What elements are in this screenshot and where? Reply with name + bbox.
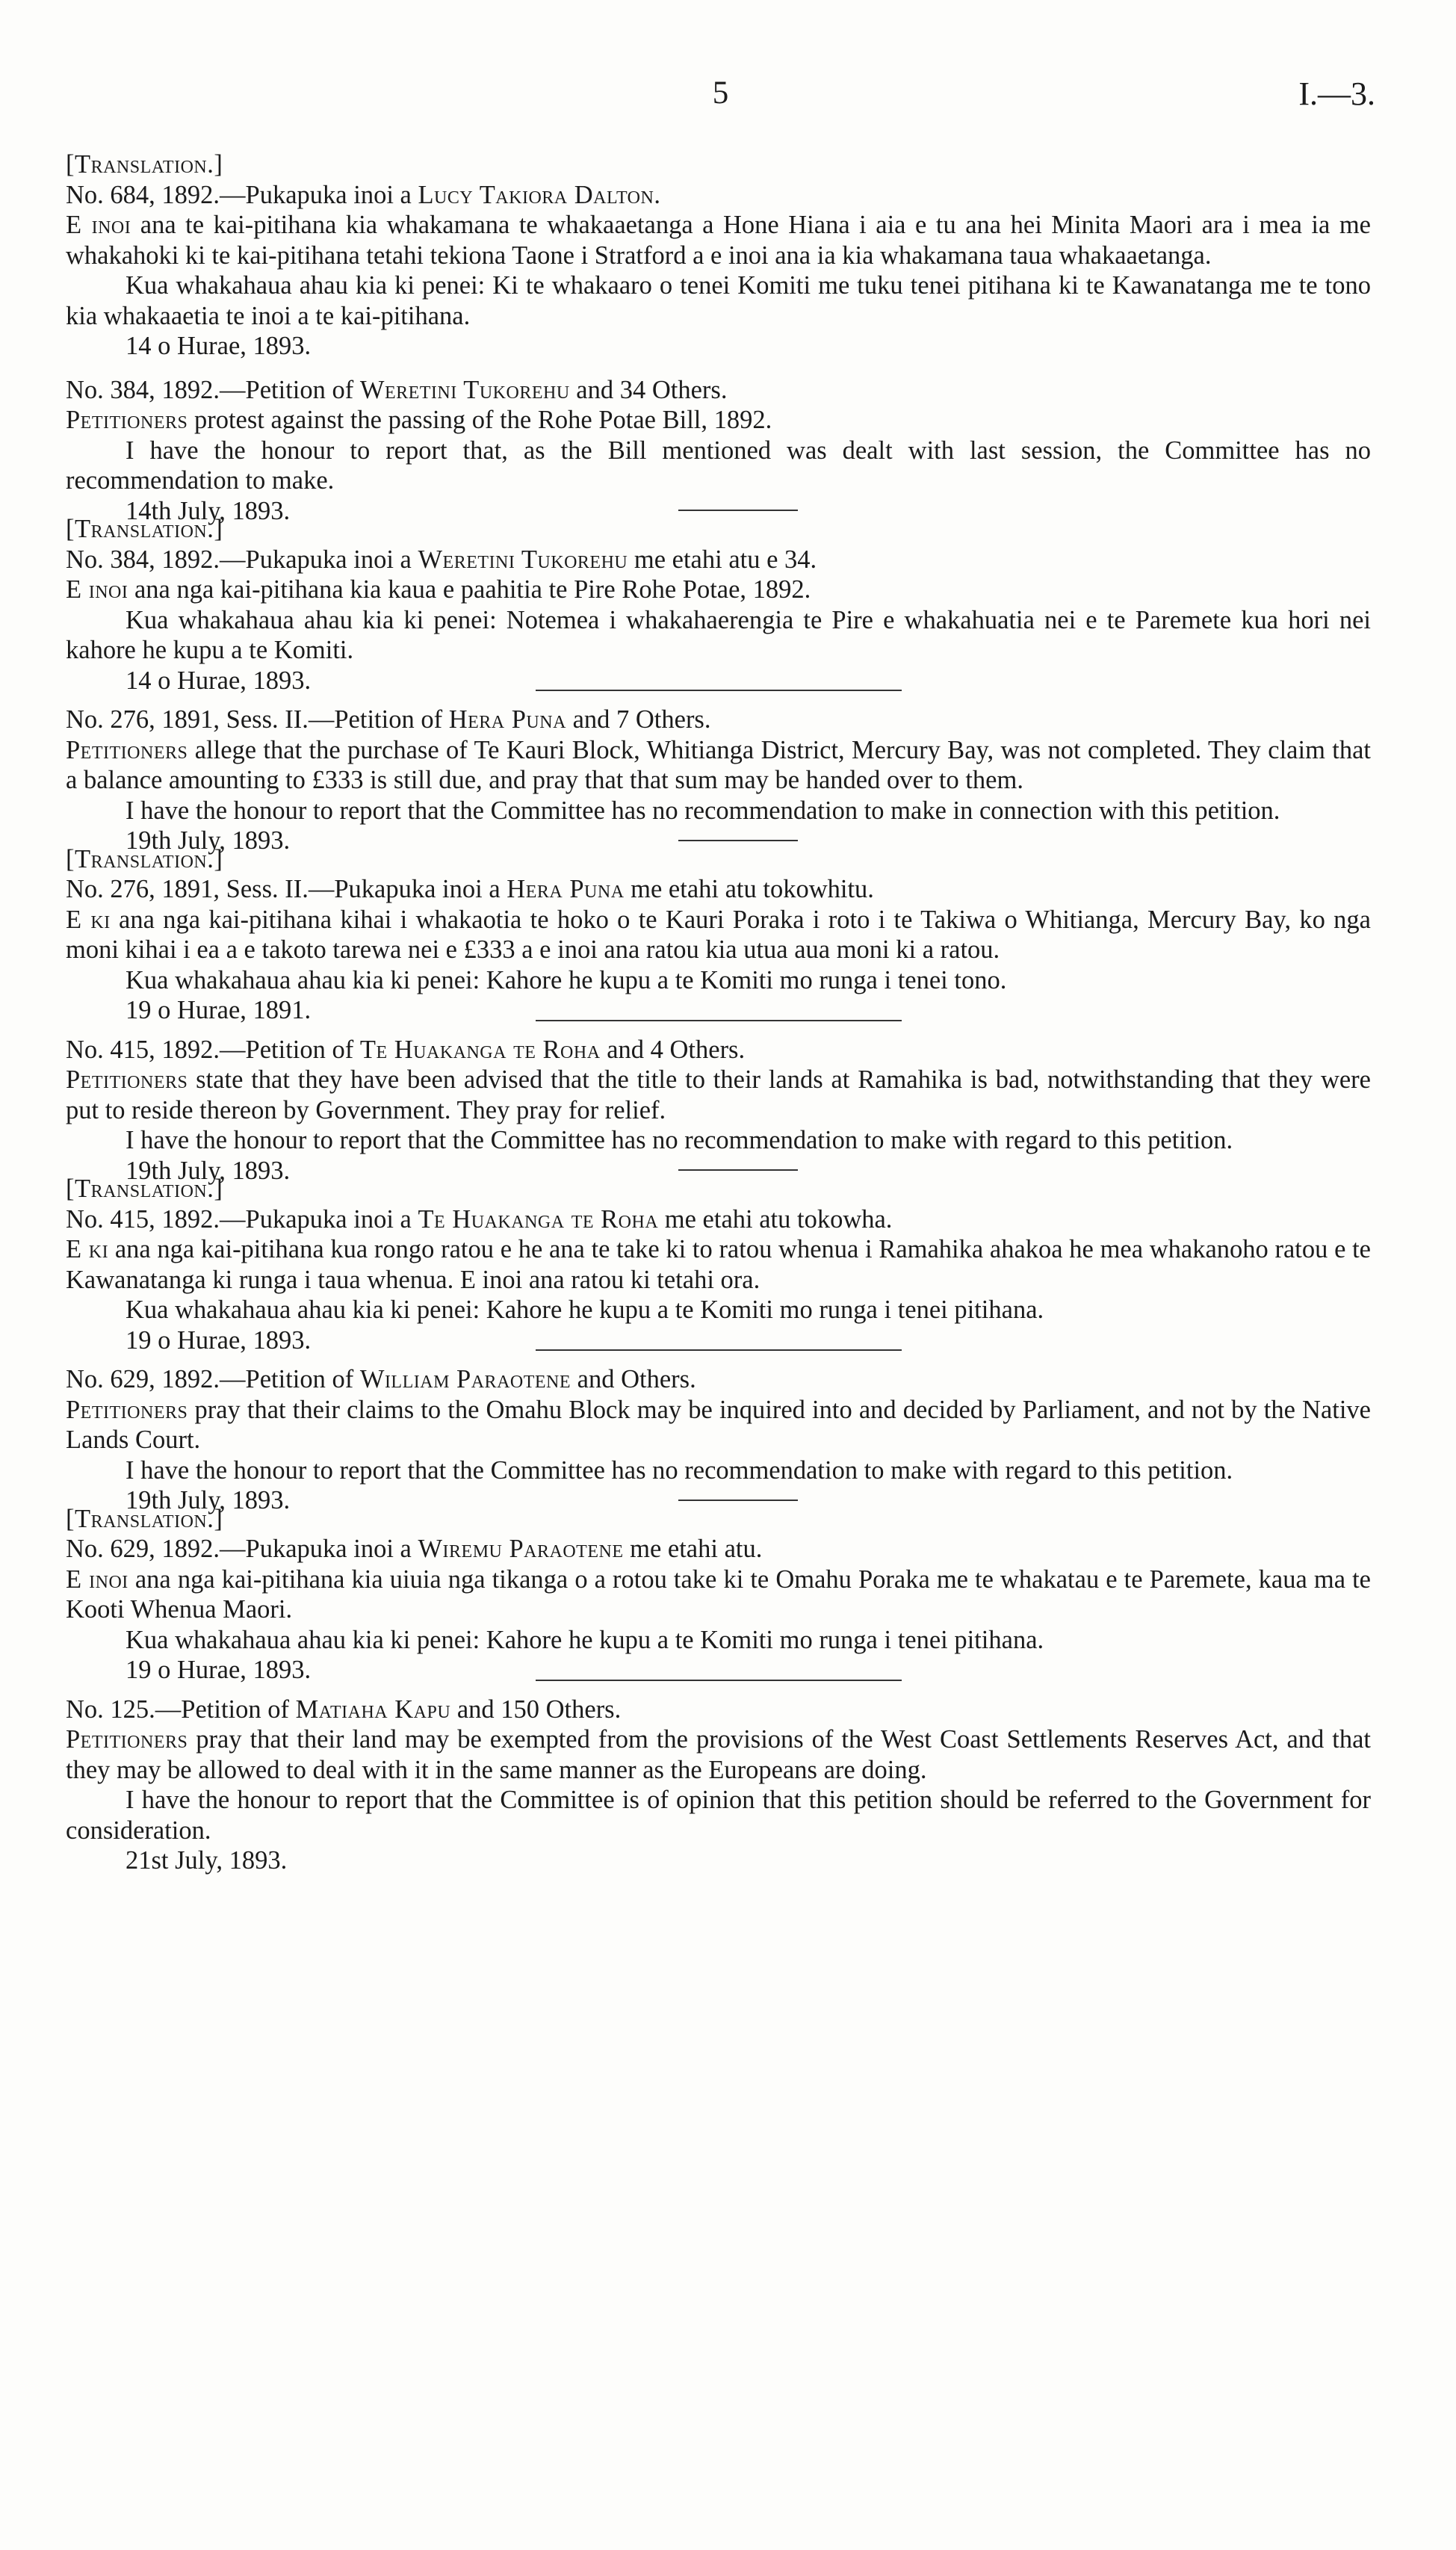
- petition-body: Petitioners protest against the passing of the Rohe Potae Bill, 1892.: [66, 406, 772, 434]
- petition-entry-629-translation: [66, 1504, 1371, 1686]
- short-rule: [678, 840, 798, 841]
- petition-body: E inoi ana nga kai-pitihana kia uiuia nga tikanga o a rotou take ki te Omahu Poraka me te whakatau e te Paremete, kaua ma te Kooti Whenua Maori.: [66, 1565, 1371, 1624]
- lead-word: Petitioners: [66, 1395, 188, 1424]
- petition-body: E ki ana nga kai-pitihana kihai i whakaotia te hoko o te Kauri Poraka i roto i te Takiwa o Whitianga, Mercury Bay, ko nga moni kihai i ea a e takoto tarewa nei e £333 a e inoi ana ratou kia utua aua moni ki a ratou.: [66, 905, 1371, 964]
- lead-word: Petitioners: [66, 735, 188, 764]
- report-date: 14 o Hurae, 1893.: [126, 666, 312, 695]
- petition-body: Petitioners pray that their claims to the Omahu Block may be inquired into and decided by Parliament, and not by the Native Lands Court.: [66, 1395, 1371, 1454]
- petition-title: No. 629, 1892.—Pukapuka inoi a Wiremu Paraotene me etahi atu.: [66, 1535, 763, 1563]
- translation-label: [Translation.]: [66, 1175, 223, 1203]
- committee-report: Kua whakahaua ahau kia ki penei: Kahore he kupu a te Komiti mo runga i tenei pitihana.: [126, 1625, 1044, 1654]
- document-body: [66, 149, 1371, 1876]
- petitioner-name: Lucy Takiora Dalton: [418, 180, 654, 209]
- translation-label: [Translation.]: [66, 1504, 223, 1533]
- petition-title: No. 629, 1892.—Petition of William Paraotene and Others.: [66, 1365, 696, 1393]
- petition-title: No. 384, 1892.—Pukapuka inoi a Weretini Tukorehu me etahi atu e 34.: [66, 545, 817, 574]
- petition-body: E inoi ana te kai-pitihana kia whakamana te whakaaetanga a Hone Hiana i aia e tu ana hei Minita Maori ara i mea ia me whakahoki ki te kai-pitihana tetahi tekiona Taone i Stratford a e inoi ana ia kia whakamana taua whakaaetanga.: [66, 211, 1371, 270]
- petition-body: Petitioners allege that the purchase of Te Kauri Block, Whitianga District, Mercury Bay, was not completed. They claim that a balance amounting to £333 is still due, and pray that that sum may be handed over to them.: [66, 735, 1371, 794]
- report-date: 19 o Hurae, 1891.: [126, 996, 312, 1024]
- petitioner-name: William Paraotene: [359, 1365, 571, 1393]
- committee-report: Kua whakahaua ahau kia ki penei: Kahore he kupu a te Komiti mo runga i tenei tono.: [126, 965, 1007, 994]
- petition-entry-629: [66, 1364, 1371, 1516]
- short-rule: [678, 1500, 798, 1501]
- petition-entry-684-translation: [66, 149, 1371, 362]
- translation-label: [Translation.]: [66, 515, 223, 543]
- petitioner-name: Weretini Tukorehu: [359, 375, 570, 404]
- petitioner-name: Matiaha Kapu: [295, 1695, 451, 1724]
- petitioner-name: Te Huakanga te Roha: [359, 1035, 601, 1064]
- report-date: 19th July, 1893.: [126, 1156, 291, 1185]
- petition-body: E ki ana nga kai-pitihana kua rongo ratou e he ana te take ki to ratou whenua i Ramahika ahakoa he mea whakanoho ratou e te Kawanatanga ki runga i taua whenua. E inoi ana ratou ki tetahi ora.: [66, 1235, 1371, 1294]
- section-rule: [536, 1349, 902, 1351]
- committee-report: Kua whakahaua ahau kia ki penei: Kahore he kupu a te Komiti mo runga i tenei pitihana.: [126, 1296, 1044, 1324]
- lead-word: E ki: [66, 1235, 109, 1263]
- petition-title: No. 415, 1892.—Petition of Te Huakanga te Roha and 4 Others.: [66, 1035, 746, 1064]
- report-date: 14th July, 1893.: [126, 496, 291, 525]
- petition-entry-415: [66, 1035, 1371, 1186]
- petition-entry-384: [66, 375, 1371, 527]
- petition-title: No. 276, 1891, Sess. II.—Petition of Hera Puna and 7 Others.: [66, 705, 711, 734]
- report-date: 19 o Hurae, 1893.: [126, 1656, 312, 1684]
- report-date: 19th July, 1893.: [126, 826, 291, 855]
- petition-entry-276-translation: [66, 844, 1371, 1026]
- short-rule: [678, 510, 798, 511]
- committee-report: I have the honour to report that the Committee is of opinion that this petition should be referred to the Government for consideration.: [66, 1786, 1371, 1845]
- petitioner-name: Wiremu Paraotene: [418, 1535, 624, 1563]
- petition-title: No. 276, 1891, Sess. II.—Pukapuka inoi a Hera Puna me etahi atu tokowhitu.: [66, 875, 874, 903]
- petition-title: No. 125.—Petition of Matiaha Kapu and 150 Others.: [66, 1695, 622, 1724]
- petition-body: E inoi ana nga kai-pitihana kia kaua e paahitia te Pire Rohe Potae, 1892.: [66, 575, 811, 604]
- paper-reference: I.—3.: [1298, 75, 1375, 112]
- petition-entry-125: [66, 1695, 1371, 1876]
- petitioner-name: Te Huakanga te Roha: [418, 1204, 659, 1234]
- lead-word: E ki: [66, 905, 111, 934]
- committee-report: I have the honour to report that the Committee has no recommendation to make with regard to this petition.: [126, 1126, 1233, 1154]
- section-rule: [536, 1680, 902, 1681]
- petition-entry-415-translation: [66, 1174, 1371, 1355]
- lead-word: Petitioners: [66, 1725, 188, 1754]
- lead-word: E inoi: [66, 575, 128, 604]
- lead-word: Petitioners: [66, 1065, 188, 1094]
- committee-report: I have the honour to report that the Committee has no recommendation to make with regard to this petition.: [126, 1455, 1233, 1485]
- petitioner-name: Weretini Tukorehu: [418, 545, 628, 574]
- committee-report: Kua whakahaua ahau kia ki penei: Notemea i whakahaerengia te Pire e whakahuatia nei e te Paremete kua hori nei kahore he kupu a te Komiti.: [66, 605, 1371, 664]
- committee-report: I have the honour to report that, as the Bill mentioned was dealt with last session, the Committee has no recommendation to make.: [66, 436, 1371, 495]
- report-date: 21st July, 1893.: [126, 1846, 288, 1875]
- page-number: 5: [712, 75, 729, 111]
- report-date: 14 o Hurae, 1893.: [126, 332, 312, 360]
- committee-report: I have the honour to report that the Committee has no recommendation to make in connection with this petition.: [126, 796, 1280, 825]
- section-rule: [536, 690, 902, 691]
- petition-title: No. 384, 1892.—Petition of Weretini Tukorehu and 34 Others.: [66, 375, 728, 404]
- petition-entry-384-translation: [66, 514, 1371, 696]
- petition-title: No. 684, 1892.—Pukapuka inoi a Lucy Takiora Dalton.: [66, 180, 660, 209]
- petitioner-name: Hera Puna: [448, 705, 566, 734]
- report-date: 19 o Hurae, 1893.: [126, 1325, 312, 1355]
- short-rule: [678, 1169, 798, 1171]
- lead-word: Petitioners: [66, 406, 188, 434]
- committee-report: Kua whakahaua ahau kia ki penei: Ki te whakaaro o tenei Komiti me tuku tenei pitihana ki te Kawanatanga me te tono kia whakaaetia te inoi a te kai-pitihana.: [66, 271, 1371, 330]
- petition-title: No. 415, 1892.—Pukapuka inoi a Te Huakanga te Roha me etahi atu tokowha.: [66, 1204, 893, 1234]
- petition-body: Petitioners pray that their land may be exempted from the provisions of the West Coast Settlements Reserves Act, and that they may be allowed to deal with it in the same manner as the Europeans are doing.: [66, 1725, 1371, 1784]
- running-header: [66, 75, 1375, 120]
- lead-word: E inoi: [66, 1565, 128, 1594]
- report-date: 19th July, 1893.: [126, 1486, 291, 1514]
- petition-body: Petitioners state that they have been advised that the title to their lands at Ramahika is bad, notwithstanding that they were put to reside thereon by Government. They pray for relief.: [66, 1065, 1371, 1124]
- section-rule: [536, 1020, 902, 1021]
- translation-label: [Translation.]: [66, 150, 223, 179]
- lead-word: E inoi: [66, 211, 131, 239]
- petition-entry-276: [66, 705, 1371, 856]
- petitioner-name: Hera Puna: [506, 875, 625, 903]
- translation-label: [Translation.]: [66, 844, 223, 873]
